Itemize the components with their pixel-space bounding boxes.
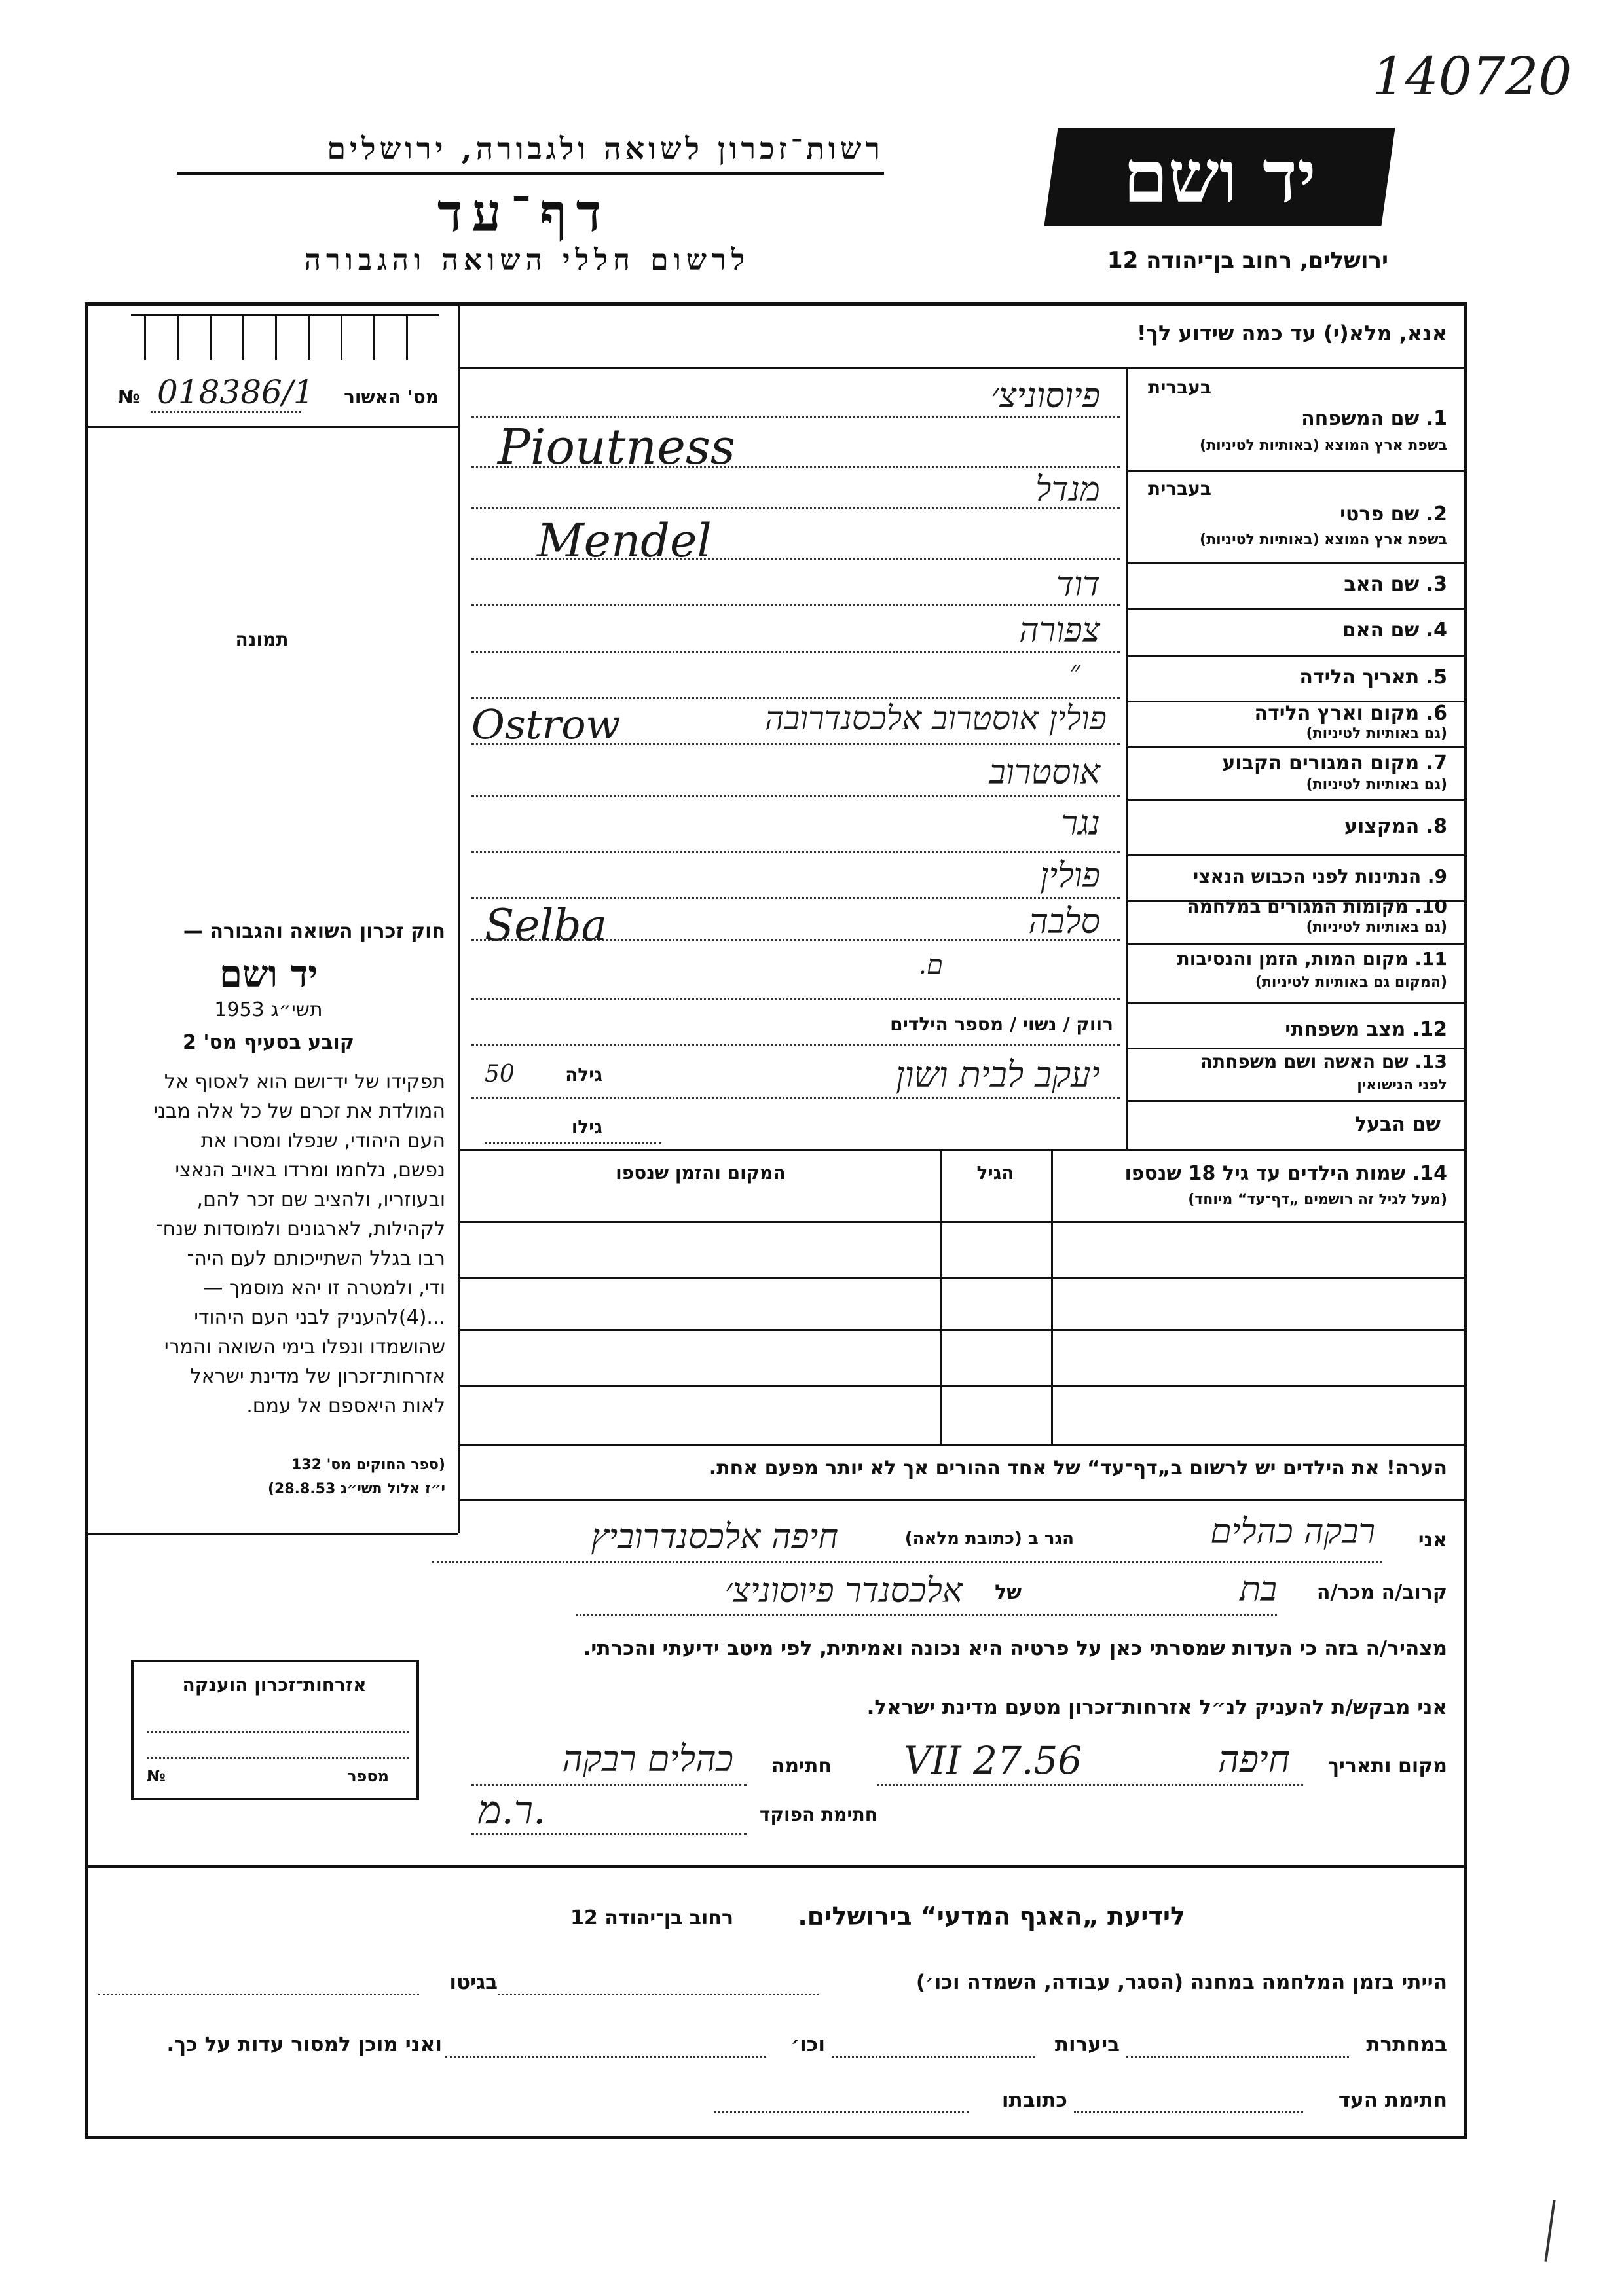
photo-label: תמונה bbox=[235, 629, 289, 650]
relative-label: קרוב/ה מכר/ה bbox=[1316, 1581, 1447, 1604]
lives-label: הגר ב (כתובת מלאה) bbox=[904, 1529, 1074, 1548]
request: אני מבקש/ת להעניק לנ״ל אזרחות־זכרון מטעם מדינת ישראל. bbox=[866, 1696, 1447, 1719]
place-column: המקום והזמן שנספו bbox=[616, 1162, 786, 1184]
bottom-line2c: וכו׳ bbox=[790, 2033, 825, 2056]
field-label: תאריך הלידה bbox=[1299, 666, 1420, 689]
place-date-label: מקום ותאריך bbox=[1327, 1755, 1447, 1777]
archive-number: 140720 bbox=[1372, 46, 1572, 107]
law-line: תפקידו של יד־ושם הוא לאסוף אל bbox=[164, 1070, 445, 1093]
marital-status: רווק / נשוי / מספר הילדים bbox=[890, 1013, 1113, 1035]
field-number: 8. bbox=[1426, 815, 1447, 838]
field-label: מקום המות, הזמן והנסיבות bbox=[1177, 948, 1409, 970]
citizenship-box bbox=[131, 1660, 419, 1800]
bottom-line2b: ביערות bbox=[1054, 2033, 1120, 2056]
yv-address: ירושלים, רחוב בן־יהודה 12 bbox=[1107, 247, 1388, 274]
bottom-line1b: בגיטו bbox=[449, 1971, 498, 1994]
law-clause: קובע בסעיף מס' 2 bbox=[183, 1031, 354, 1054]
approval-no-prefix: № bbox=[118, 386, 140, 408]
firstname-hebrew: מנדל bbox=[1035, 470, 1100, 509]
field-sub: לפני הנישואין bbox=[1357, 1077, 1447, 1093]
law-body bbox=[95, 1067, 445, 1421]
origin-lang-label: בשפת ארץ המוצא (באותיות לטיניות) bbox=[1200, 532, 1447, 548]
field-number: 11. bbox=[1414, 948, 1447, 970]
field-number: 9. bbox=[1427, 866, 1447, 887]
law-source: (ספר החוקים מס' 132 bbox=[291, 1457, 445, 1473]
approval-label: מס' האשור bbox=[344, 386, 439, 408]
law-line: רבו בגלל השתייכותם לעם היה־ bbox=[187, 1247, 445, 1270]
field-number: 12. bbox=[1412, 1018, 1447, 1041]
profession: נגר bbox=[1061, 804, 1100, 843]
decl-date: VII 27.56 bbox=[904, 1738, 1082, 1783]
law-source-date: י״ז אלול תשי״ג 28.8.53) bbox=[267, 1481, 445, 1497]
field-number: 5. bbox=[1426, 666, 1447, 689]
war-residence-latin: Selba bbox=[485, 900, 607, 951]
stamp-boxes bbox=[92, 314, 445, 367]
field-label: שם האשה ושם משפחתה bbox=[1200, 1051, 1409, 1072]
law-year: תשי״ג 1953 bbox=[214, 998, 323, 1021]
latin-also: (גם באותיות לטיניות) bbox=[1306, 776, 1447, 793]
law-name: יד ושם bbox=[219, 953, 318, 996]
husband-age-label: גילו bbox=[571, 1116, 602, 1138]
hebrew-label: בעברית bbox=[1147, 478, 1211, 500]
logo-text: יד ושם bbox=[1123, 134, 1316, 219]
approval-number: 018386/1 bbox=[157, 373, 314, 411]
husband-label: שם הבעל bbox=[1354, 1113, 1441, 1136]
age-column: הגיל bbox=[976, 1162, 1014, 1184]
field-label: שם האם bbox=[1342, 619, 1420, 642]
children-sub: (מעל לגיל זה רושמים „דף־עד“ מיוחד) bbox=[1188, 1192, 1447, 1208]
children-label: שמות הילדים עד גיל 18 שנספו bbox=[1124, 1162, 1406, 1185]
field-number: 2. bbox=[1426, 503, 1447, 526]
authority-name: רשות־זכרון לשואה ולגבורה, ירושלים bbox=[327, 131, 884, 166]
i-label: אני bbox=[1418, 1529, 1447, 1552]
latin-also: (גם באותיות לטיניות) bbox=[1306, 919, 1447, 936]
surname-latin: Pioutness bbox=[498, 419, 735, 475]
bottom-title: לידיעת „האגף המדעי“ בירושלים. bbox=[798, 1902, 1185, 1931]
field-number: 3. bbox=[1426, 573, 1447, 596]
surname-hebrew: פיוסוניצ׳ bbox=[991, 376, 1100, 416]
wife-age: 50 bbox=[485, 1061, 515, 1087]
field-number: 7. bbox=[1426, 752, 1447, 774]
law-title: חוק זכרון השואה והגבורה — bbox=[183, 920, 445, 943]
field-label: מקום וארץ הלידה bbox=[1254, 702, 1420, 725]
signature: כהלים רבקה bbox=[562, 1738, 733, 1779]
firstname-latin: Mendel bbox=[537, 514, 712, 568]
decl-place: חיפה bbox=[1218, 1738, 1290, 1781]
field-sub: (המקום גם באותיות לטיניות) bbox=[1255, 974, 1447, 991]
law-line: לקהילות, לארגונים ולמוסדות שנח־ bbox=[155, 1218, 445, 1241]
bottom-line2d: ואני מוכן למסור עדות על כך. bbox=[166, 2033, 442, 2056]
field-label: מקום המגורים הקבוע bbox=[1222, 752, 1420, 774]
nationality: פולין bbox=[1040, 856, 1100, 896]
note: הערה! את הילדים יש לרשום ב„דף־עד“ של אחד ההורים אך לא יותר מפעם אחת. bbox=[709, 1457, 1447, 1480]
birthplace-latin: Ostrow bbox=[471, 701, 621, 748]
field-label: מצב משפחתי bbox=[1285, 1018, 1406, 1041]
mother-name: צפורה bbox=[1019, 611, 1100, 650]
citizenship-title: אזרחות־זכרון הוענקה bbox=[182, 1674, 367, 1696]
declarant-name: רבקה כהלים bbox=[1210, 1512, 1375, 1552]
form-title: דף־עד bbox=[437, 182, 611, 244]
death-place: ם. bbox=[918, 950, 943, 980]
law-line: שהושמדו ונפלו בימי השואה והמרי bbox=[164, 1336, 445, 1358]
latin-also: (גם באותיות לטיניות) bbox=[1306, 725, 1447, 742]
field-number: 13. bbox=[1414, 1051, 1447, 1072]
field-number: 4. bbox=[1426, 619, 1447, 642]
birthplace-hebrew: פולין אוסטרוב אלכסנדרובה bbox=[765, 699, 1107, 737]
field-label: שם פרטי bbox=[1340, 503, 1420, 526]
law-line: ודי, ולמטרה זו יהא מוסמך — bbox=[203, 1277, 445, 1300]
father-name: דוד bbox=[1056, 565, 1100, 604]
wife-age-label: גילה bbox=[565, 1064, 602, 1085]
signature-label: חתימה bbox=[771, 1755, 832, 1777]
bottom-address: רחוב בן־יהודה 12 bbox=[570, 1906, 733, 1929]
declarant-address: חיפה אלכסנדרוביץ bbox=[591, 1518, 838, 1557]
bottom-line1a: הייתי בזמן המלחמה במחנה (הסגר, עבודה, השמדה וכו׳) bbox=[915, 1971, 1447, 1994]
field-number: 6. bbox=[1426, 702, 1447, 725]
officer-signature: ר.מ. bbox=[478, 1787, 546, 1833]
residence: אוסטרוב bbox=[989, 753, 1100, 792]
field-label: שם המשפחה bbox=[1301, 407, 1420, 430]
relation: בת bbox=[1240, 1570, 1277, 1609]
field-label: המקצוע bbox=[1344, 815, 1420, 838]
law-line: העם היהודי, שנפלו ומסרו את bbox=[200, 1129, 445, 1152]
law-line: ...(4)להעניק לבני העם היהודי bbox=[194, 1306, 445, 1329]
officer-label: חתימת הפוקד bbox=[759, 1804, 877, 1825]
please-fill: אנא, מלא(י) עד כמה שידוע לך! bbox=[1136, 321, 1447, 346]
field-label: הנתינות לפני הכבוש הנאצי bbox=[1193, 866, 1422, 887]
wife-name: יעקב לבית ושון bbox=[896, 1054, 1100, 1095]
field-label: שם האב bbox=[1344, 573, 1420, 596]
number-prefix: № bbox=[147, 1767, 166, 1785]
bottom-line2a: במחתרת bbox=[1366, 2033, 1447, 2056]
of-label: של bbox=[995, 1581, 1022, 1604]
field-label: מקומות המגורים במלחמה bbox=[1187, 896, 1409, 917]
yad-vashem-logo bbox=[1044, 128, 1395, 226]
law-line: נפשם, נלחמו ומרדו באויב הנאצי bbox=[175, 1159, 445, 1182]
number-label: מספר bbox=[347, 1767, 389, 1785]
form-subtitle: לרשום חללי השואה והגבורה bbox=[304, 244, 750, 277]
law-line: ובעוזריו, ולהציב שם זכר להם, bbox=[196, 1188, 445, 1211]
declaration: מצהיר/ה בזה כי העדות שמסרתי כאן על פרטיה היא נכונה ואמיתית, לפי מיטב ידיעתי והכרתי. bbox=[583, 1637, 1447, 1660]
war-residence: סלבה bbox=[1028, 902, 1100, 941]
law-line: לאות היאספם אל עמם. bbox=[246, 1394, 445, 1417]
bottom-line3a: חתימת העד bbox=[1338, 2088, 1447, 2112]
hebrew-label: בעברית bbox=[1147, 376, 1211, 398]
of-name: אלכסנדר פיוסוניצ׳ bbox=[724, 1571, 963, 1611]
birth-date: ״ bbox=[1069, 655, 1080, 688]
field-number: 1. bbox=[1426, 407, 1447, 430]
field-number: 14. bbox=[1412, 1162, 1447, 1185]
field-number: 10. bbox=[1414, 896, 1447, 917]
origin-lang-label: בשפת ארץ המוצא (באותיות לטיניות) bbox=[1200, 437, 1447, 454]
bottom-line3b: כתובתו bbox=[1001, 2088, 1067, 2112]
margin-mark bbox=[1544, 2200, 1555, 2262]
law-line: המולדת את זכרם של כל אלה מבני bbox=[153, 1100, 445, 1123]
law-line: אזרחות־זכרון של מדינת ישראל bbox=[190, 1365, 445, 1388]
